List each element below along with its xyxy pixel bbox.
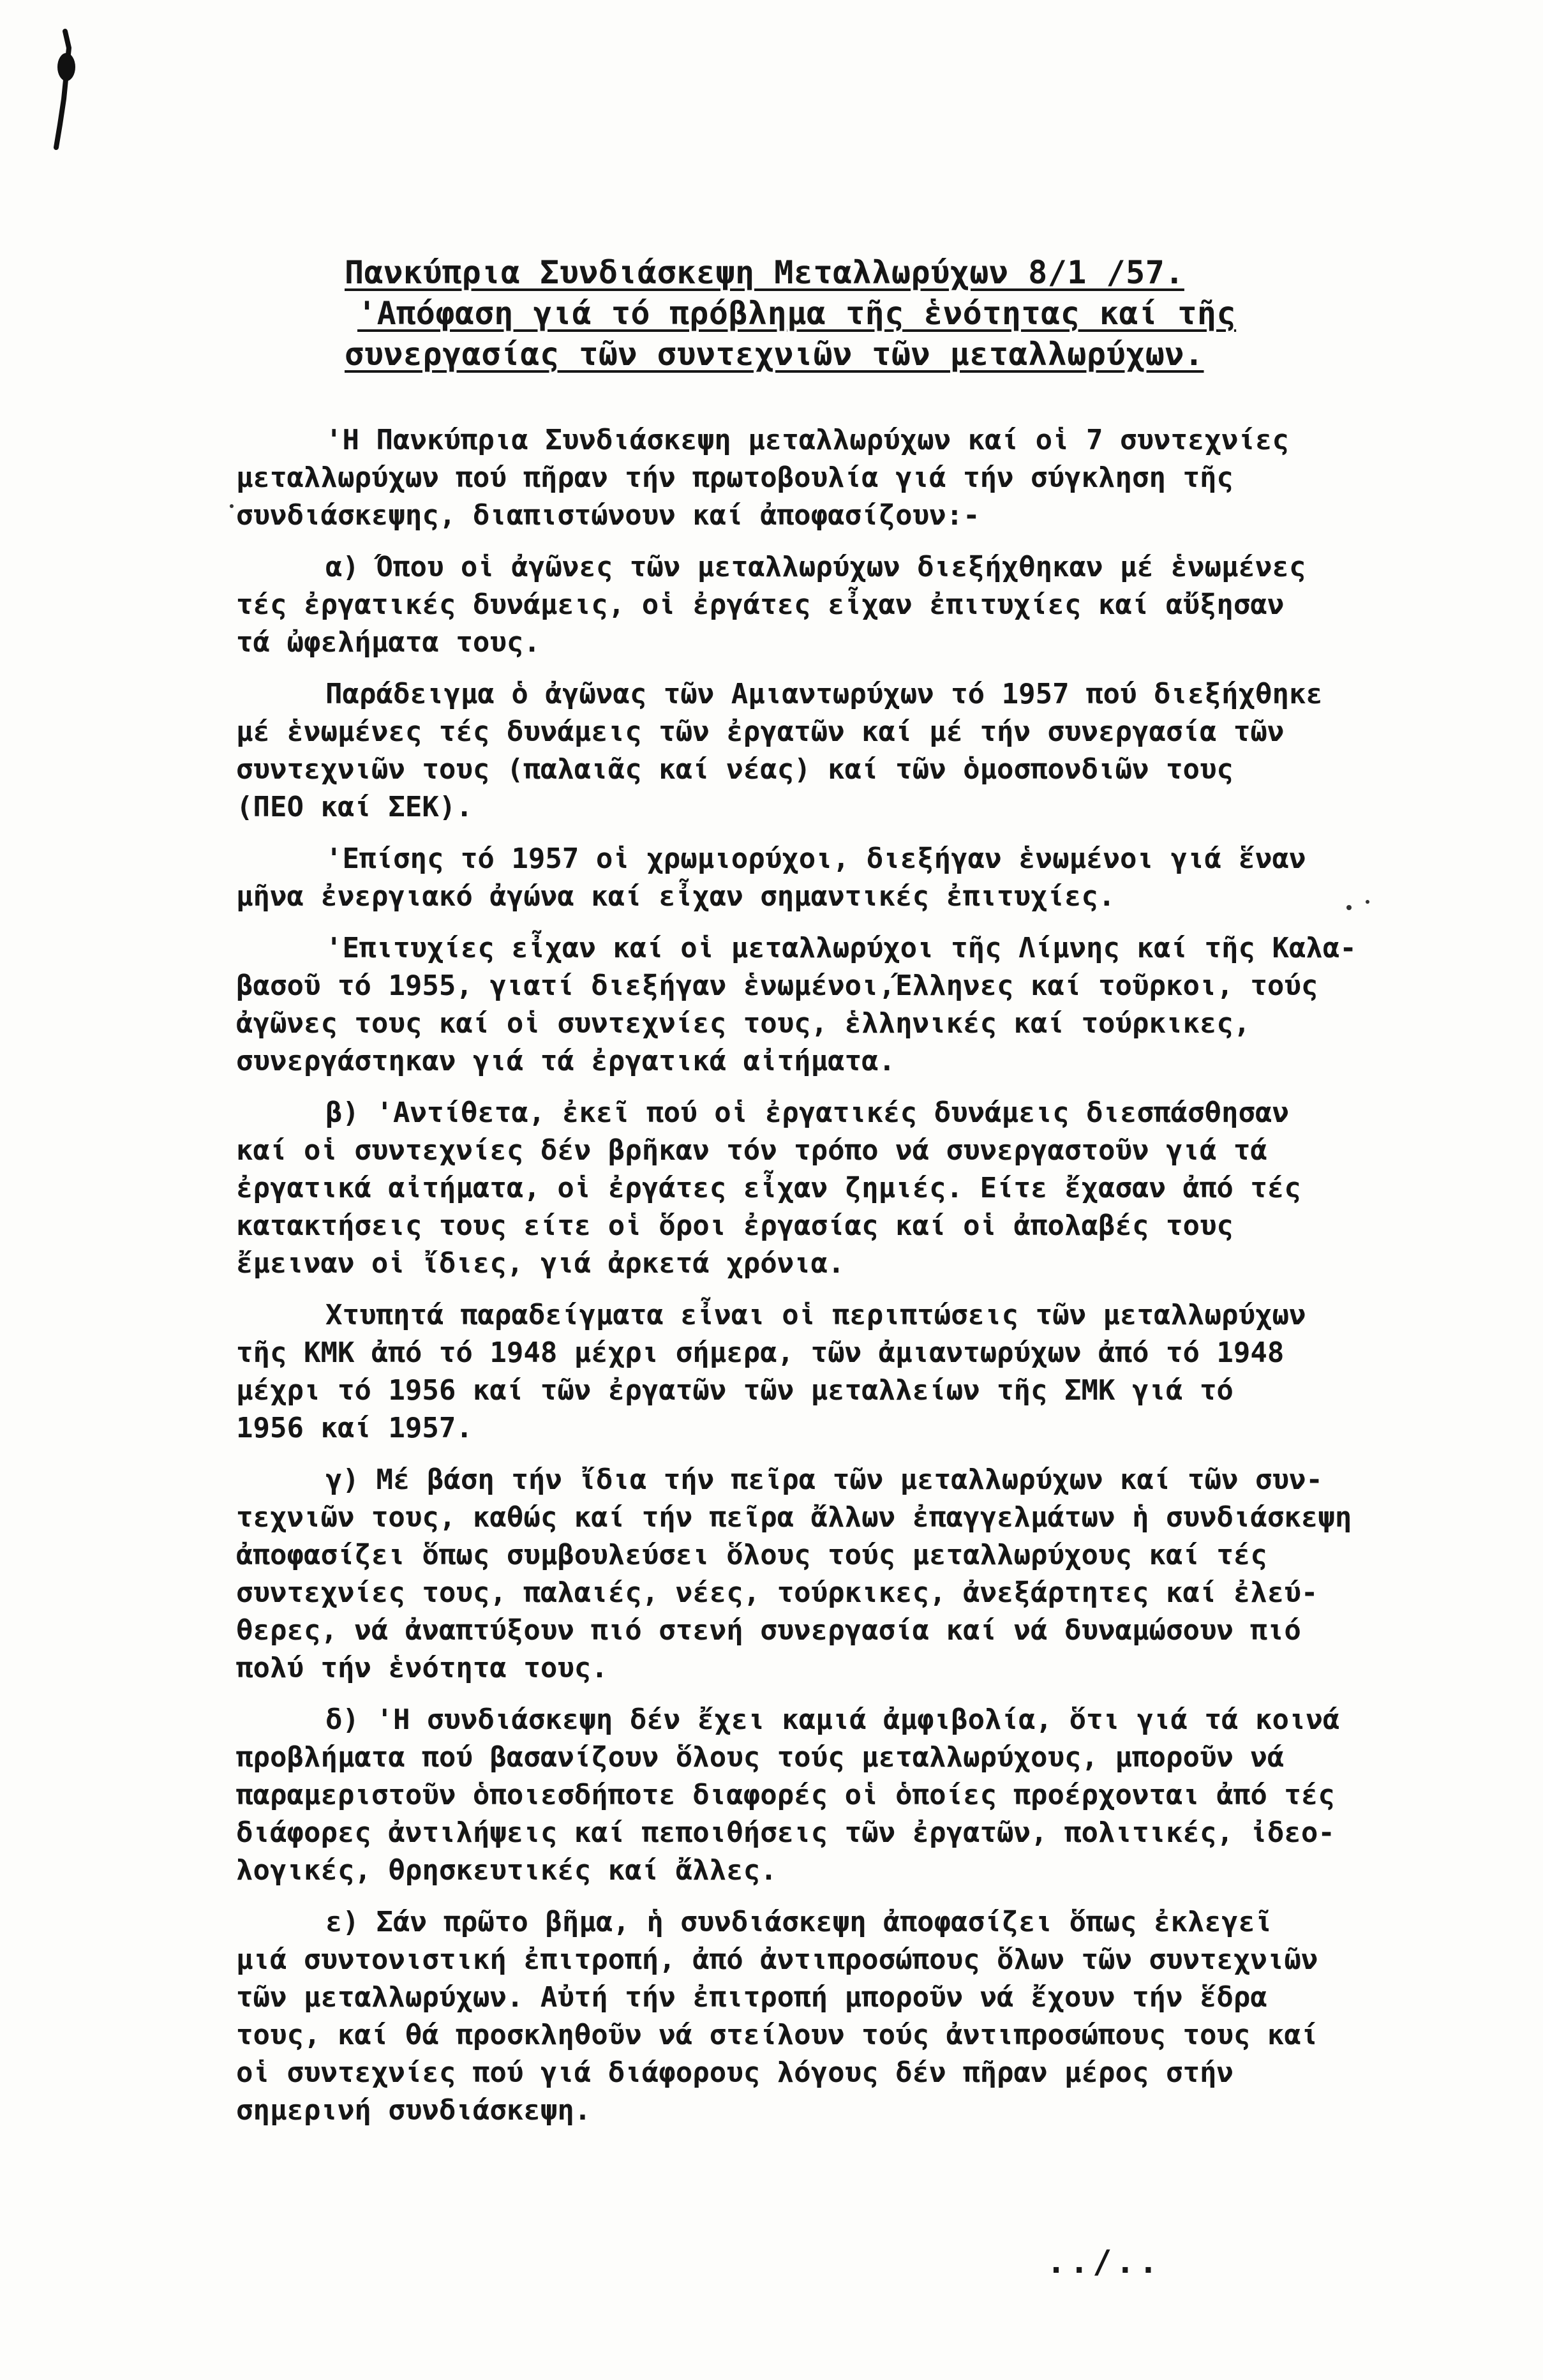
text-line: τές ἐργατικές δυνάμεις, οἱ ἐργάτες εἶχαν ἐπιτυχίες καί αὔξησαν <box>236 588 1285 621</box>
text-line: μέχρι τό 1956 καί τῶν ἐργατῶν τῶν μεταλλείων τῆς ΣΜΚ γιά τό <box>236 1374 1234 1407</box>
text-line: καί οἱ συντεχνίες δέν βρῆκαν τόν τρόπο νά συνεργαστοῦν γιά τά <box>236 1134 1267 1167</box>
text-line: 'Η Πανκύπρια Συνδιάσκεψη μεταλλωρύχων καί οἱ 7 συντεχνίες <box>325 424 1289 456</box>
text-line: γ) Μέ βάση τήν ἴδια τήν πεῖρα τῶν μεταλλωρύχων καί τῶν συν- <box>325 1463 1323 1496</box>
paragraph-c <box>236 1461 1506 1687</box>
text-line: 'Επιτυχίες εἶχαν καί οἱ μεταλλωρύχοι τῆς Λίμνης καί τῆς Καλα- <box>325 932 1357 964</box>
page-continuation-mark: ../.. <box>1047 2243 1162 2280</box>
paper-speck <box>1346 905 1352 910</box>
paragraph-example-asbestos <box>236 675 1506 826</box>
paragraph-b <box>236 1094 1506 1282</box>
text-line: τῶν μεταλλωρύχων. Αὐτή τήν ἐπιτροπή μποροῦν νά ἔχουν τήν ἕδρα <box>236 1981 1267 2014</box>
text-line: ἀγῶνες τους καί οἱ συντεχνίες τους, ἑλληνικές καί τούρκικες, <box>236 1007 1251 1040</box>
text-line: Χτυπητά παραδείγματα εἶναι οἱ περιπτώσεις τῶν μεταλλωρύχων <box>325 1299 1306 1331</box>
text-line: β) 'Αντίθετα, ἐκεῖ πού οἱ ἐργατικές δυνάμεις διεσπάσθησαν <box>325 1096 1289 1129</box>
text-line: τά ὠφελήματα τους. <box>236 626 540 659</box>
text-line: τους, καί θά προσκληθοῦν νά στείλουν τούς ἀντιπροσώπους τους καί <box>236 2019 1318 2051</box>
text-line: συντεχνιῶν τους (παλαιᾶς καί νέας) καί τῶν ὁμοσπονδιῶν τους <box>236 753 1234 786</box>
paper-speck <box>230 504 234 508</box>
text-line: τῆς ΚΜΚ ἀπό τό 1948 μέχρι σήμερα, τῶν ἀμιαντωρύχων ἀπό τό 1948 <box>236 1336 1285 1369</box>
text-line: ἐργατικά αἰτήματα, οἱ ἐργάτες εἶχαν ζημιές. Είτε ἔχασαν ἀπό τές <box>236 1172 1301 1204</box>
text-line: οἱ συντεχνίες πού γιά διάφορους λόγους δέν πῆραν μέρος στήν <box>236 2056 1234 2089</box>
text-line: συντεχνίες τους, παλαιές, νέες, τούρκικες, ἀνεξάρτητες καί ἐλεύ- <box>236 1576 1318 1609</box>
text-line: παραμεριστοῦν ὁποιεσδήποτε διαφορές οἱ ὁποίες προέρχονται ἀπό τές <box>236 1779 1335 1811</box>
text-line: ἀποφασίζει ὅπως συμβουλεύσει ὅλους τούς μεταλλωρύχους καί τές <box>236 1539 1267 1571</box>
paragraph-example-limni <box>236 929 1506 1080</box>
text-line: κατακτήσεις τους είτε οἱ ὅροι ἐργασίας καί οἱ ἀπολαβές τους <box>236 1209 1234 1242</box>
text-line: θερες, νά ἀναπτύξουν πιό στενή συνεργασία καί νά δυναμώσουν πιό <box>236 1614 1301 1647</box>
text-line: 'Επίσης τό 1957 οἱ χρωμιορύχοι, διεξήγαν ἑνωμένοι γιά ἕναν <box>325 842 1306 875</box>
text-line: ε) Σάν πρῶτο βῆμα, ἡ συνδιάσκεψη ἀποφασίζει ὅπως ἐκλεγεῖ <box>325 1906 1272 1938</box>
document-title: Πανκύπρια Συνδιάσκεψη Μεταλλωρύχων 8/1 /57. <box>345 254 1184 291</box>
paragraph-a <box>236 548 1506 661</box>
paragraph-e <box>236 1903 1506 2129</box>
document-subtitle-line-2: συνεργασίας τῶν συντεχνιῶν τῶν μεταλλωρύχων. <box>345 336 1204 373</box>
text-line: προβλήματα πού βασανίζουν ὅλους τούς μεταλλωρύχους, μποροῦν νά <box>236 1741 1285 1774</box>
text-line: (ΠΕΟ καί ΣΕΚ). <box>236 791 473 823</box>
binder-punch-mark-icon <box>50 29 75 150</box>
text-line: διάφορες ἀντιλήψεις καί πεποιθήσεις τῶν ἐργατῶν, πολιτικές, ἰδεο- <box>236 1816 1335 1849</box>
paragraph-intro <box>236 421 1506 534</box>
document-subtitle-line-1: 'Απόφαση γιά τό πρόβλημα τῆς ἑνότητας καί τῆς <box>357 295 1237 332</box>
document-title-block <box>345 252 1251 375</box>
text-line: βασοῦ τό 1955, γιατί διεξήγαν ἑνωμένοι,Έλληνες καί τοῦρκοι, τούς <box>236 969 1318 1002</box>
document-body <box>236 421 1506 2143</box>
text-line: ἔμειναν οἱ ἴδιες, γιά ἀρκετά χρόνια. <box>236 1247 845 1280</box>
paragraph-d <box>236 1701 1506 1889</box>
text-line: σημερινή συνδιάσκεψη. <box>236 2094 592 2127</box>
text-line: συνεργάστηκαν γιά τά ἐργατικά αἰτήματα. <box>236 1045 896 1077</box>
text-line: συνδιάσκεψης, διαπιστώνουν καί ἀποφασίζουν:- <box>236 499 980 532</box>
text-line: 1956 καί 1957. <box>236 1412 473 1444</box>
paragraph-example-chrome <box>236 840 1506 915</box>
text-line: δ) 'Η συνδιάσκεψη δέν ἔχει καμιά ἀμφιβολία, ὅτι γιά τά κοινά <box>325 1703 1340 1736</box>
text-line: πολύ τήν ἑνότητα τους. <box>236 1652 608 1684</box>
paper-speck <box>1366 900 1369 904</box>
text-line: τεχνιῶν τους, καθώς καί τήν πεῖρα ἄλλων ἐπαγγελμάτων ἡ συνδιάσκεψη <box>236 1501 1352 1534</box>
text-line: Παράδειγμα ὁ ἀγῶνας τῶν Αμιαντωρύχων τό 1957 πού διεξήχθηκε <box>325 678 1323 710</box>
text-line: μιά συντονιστική ἐπιτροπή, ἀπό ἀντιπροσώπους ὅλων τῶν συντεχνιῶν <box>236 1943 1318 1976</box>
text-line: μῆνα ἐνεργιακό ἀγώνα καί εἶχαν σημαντικές ἐπιτυχίες. <box>236 880 1115 913</box>
text-line: μεταλλωρύχων πού πῆραν τήν πρωτοβουλία γιά τήν σύγκληση τῆς <box>236 461 1234 494</box>
text-line: μέ ἑνωμένες τές δυνάμεις τῶν ἐργατῶν καί μέ τήν συνεργασία τῶν <box>236 715 1285 748</box>
paragraph-examples-kmk <box>236 1296 1506 1447</box>
text-line: α) Όπου οἱ ἀγῶνες τῶν μεταλλωρύχων διεξήχθηκαν μέ ἑνωμένες <box>325 551 1306 583</box>
text-line: λογικές, θρησκευτικές καί ἄλλες. <box>236 1854 777 1887</box>
